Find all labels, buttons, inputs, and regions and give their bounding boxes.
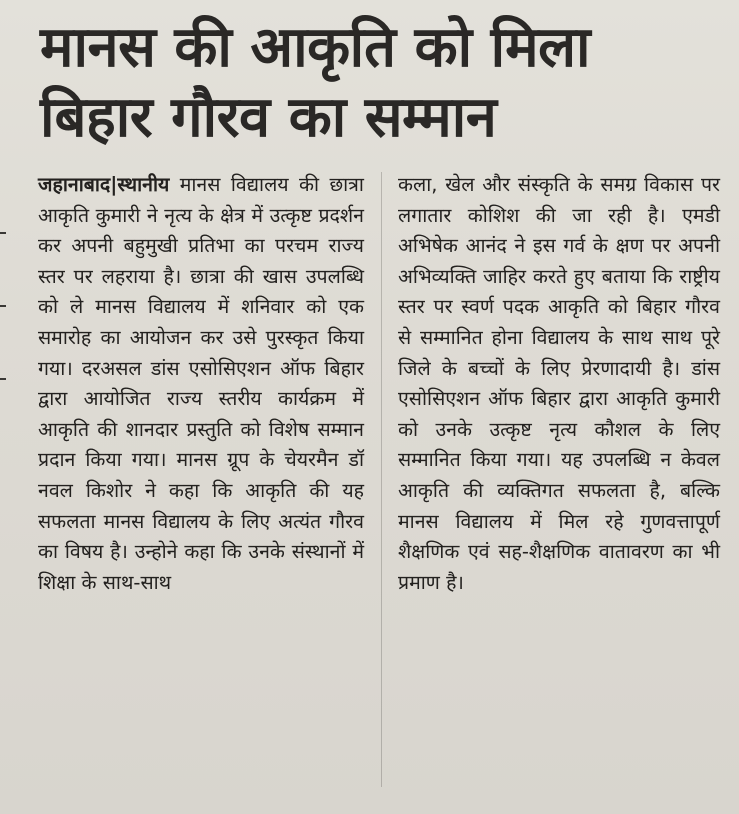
article-body-left: मानस विद्यालय की छात्रा आकृति कुमारी ने नृत्य के क्षेत्र में उत्कृष्ट प्रदर्शन कर अपनी बहुमुखी प्रतिभा का परचम राज्य स्तर पर लहराया है। छात्रा की खास उपलब्धि को ले मानस विद्यालय में शनिवार को एक समारोह का आयोजन कर उसे पुरस्कृत किया गया। दरअसल डांस एसोसिएशन ऑफ बिहार द्वारा आयोजित राज्य स्तरीय कार्यक्रम में आकृति की शानदार प्रस्तुति को विशेष सम्मान प्रदान किया गया। मानस ग्रूप के चेयरमैन डॉ नवल किशोर ने कहा कि आकृति की यह सफलता मानस विद्यालय के लिए अत्यंत गौरव का विषय है। उन्होने कहा कि उनके संस्थानों में शिक्षा के साथ-साथ xyxy=(38,173,364,594)
dateline: जहानाबाद|स्थानीय xyxy=(38,173,170,196)
left-edge-mark xyxy=(0,232,6,234)
article-column-left xyxy=(38,170,364,598)
article-column-right xyxy=(398,170,720,598)
left-edge-mark xyxy=(0,305,6,307)
column-divider xyxy=(381,172,382,787)
headline-line-2: बिहार गौरव का सम्मान xyxy=(40,85,497,150)
headline-line-1: मानस की आकृति को मिला xyxy=(40,15,591,80)
left-edge-mark xyxy=(0,378,6,380)
article-body-right: कला, खेल और संस्कृति के समग्र विकास पर लगातार कोशिश की जा रही है। एमडी अभिषेक आनंद ने इस गर्व के क्षण पर अपनी अभिव्यक्ति जाहिर करते हुए बताया कि राष्ट्रीय स्तर पर स्वर्ण पदक आकृति को बिहार गौरव से सम्मानित होना विद्यालय के साथ साथ पूरे जिले के बच्चों के लिए प्रेरणादायी है। डांस एसोसिएशन ऑफ बिहार द्वारा आकृति कुमारी को उनके उत्कृष्ट नृत्य कौशल के लिए सम्मानित किया गया। यह उपलब्धि न केवल आकृति की व्यक्तिगत सफलता है, बल्कि मानस विद्यालय में मिल रहे गुणवत्तापूर्ण शैक्षणिक एवं सह-शैक्षणिक वातावरण का भी प्रमाण है। xyxy=(398,173,720,594)
